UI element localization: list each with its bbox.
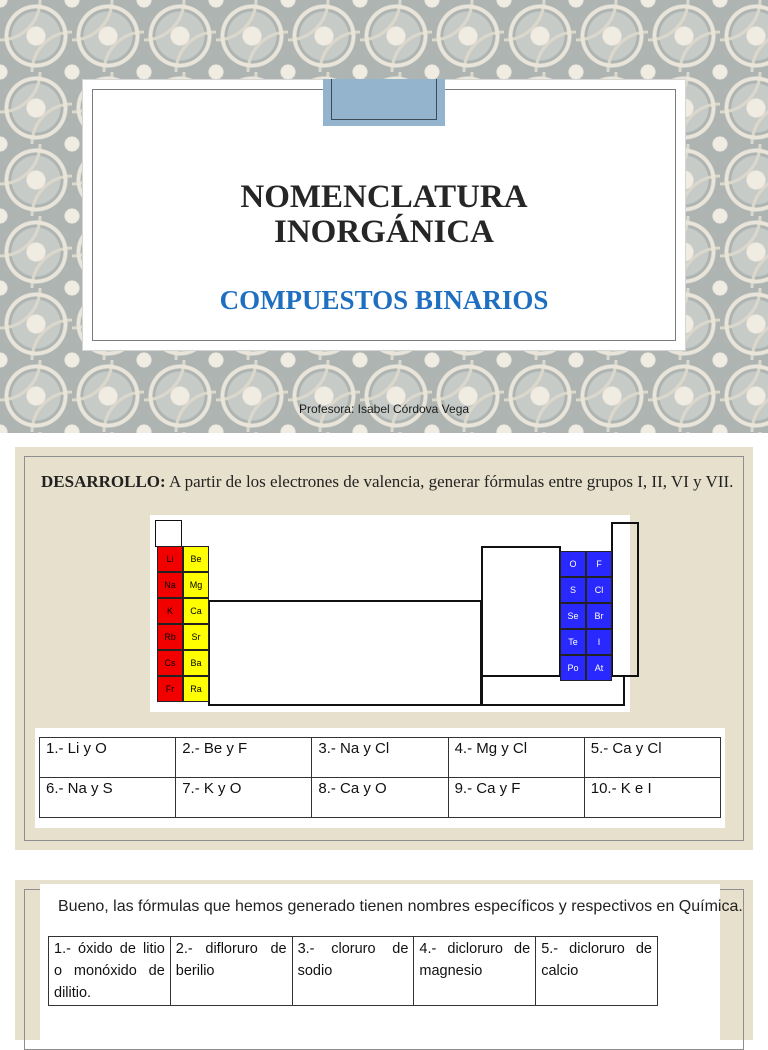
title-slide bbox=[0, 0, 768, 433]
transition-block bbox=[208, 600, 482, 706]
table-cell: 10.- K e I bbox=[584, 778, 720, 818]
noble-gas-column bbox=[611, 522, 639, 677]
names-slide bbox=[15, 880, 753, 1040]
names-table bbox=[48, 936, 658, 1006]
element-cell: Cs bbox=[157, 650, 183, 676]
table-row bbox=[40, 778, 721, 818]
table-row bbox=[40, 738, 721, 778]
element-cell: Be bbox=[183, 546, 209, 572]
table-cell: 3.- Na y Cl bbox=[312, 738, 448, 778]
exercise-table bbox=[35, 728, 725, 828]
element-cell: Li bbox=[157, 546, 183, 572]
element-cell: O bbox=[560, 551, 586, 577]
element-cell: S bbox=[560, 577, 586, 603]
table-cell: 8.- Ca y O bbox=[312, 778, 448, 818]
author-credit: Profesora: Isabel Córdova Vega bbox=[298, 402, 470, 416]
table-cell: 1.- óxido de litio o monóxido de dilitio. bbox=[49, 937, 171, 1006]
instruction-body: A partir de los electrones de valencia, generar fórmulas entre grupos I, II, VI y VII. bbox=[165, 472, 734, 491]
element-cell: Fr bbox=[157, 676, 183, 702]
table-row bbox=[49, 937, 658, 1006]
element-cell: Cl bbox=[586, 577, 612, 603]
exercise-slide bbox=[15, 447, 753, 850]
element-cell: Ca bbox=[183, 598, 209, 624]
title-line-2: INORGÁNICA bbox=[273, 214, 494, 250]
element-cell: Sr bbox=[183, 624, 209, 650]
element-cell: Br bbox=[586, 603, 612, 629]
element-cell: At bbox=[586, 655, 612, 681]
element-cell: I bbox=[586, 629, 612, 655]
table-cell: 6.- Na y S bbox=[40, 778, 176, 818]
main-title bbox=[83, 180, 685, 250]
element-cell: Te bbox=[560, 629, 586, 655]
table-cell: 5.- dicloruro de calcio bbox=[536, 937, 658, 1006]
element-cell: F bbox=[586, 551, 612, 577]
title-tab-decoration bbox=[323, 79, 445, 126]
element-cell: Ba bbox=[183, 650, 209, 676]
table-cell: 5.- Ca y Cl bbox=[584, 738, 720, 778]
element-cell: Rb bbox=[157, 624, 183, 650]
table-cell: 9.- Ca y F bbox=[448, 778, 584, 818]
table-cell: 1.- Li y O bbox=[40, 738, 176, 778]
element-cell: Ra bbox=[183, 676, 209, 702]
table-cell: 7.- K y O bbox=[176, 778, 312, 818]
element-cell: K bbox=[157, 598, 183, 624]
subtitle: COMPUESTOS BINARIOS bbox=[219, 285, 549, 315]
table-cell: 4.- Mg y Cl bbox=[448, 738, 584, 778]
title-line-1: NOMENCLATURA bbox=[240, 179, 528, 215]
table-cell: 2.- Be y F bbox=[176, 738, 312, 778]
element-cell: Na bbox=[157, 572, 183, 598]
names-intro-text: Bueno, las fórmulas que hemos generado tienen nombres específicos y respectivos en Química. bbox=[58, 898, 743, 915]
element-cell: Mg bbox=[183, 572, 209, 598]
element-cell: Po bbox=[560, 655, 586, 681]
periodic-table bbox=[150, 515, 630, 712]
table-cell: 4.- dicloruro de magnesio bbox=[414, 937, 536, 1006]
instruction-text bbox=[41, 471, 741, 492]
element-cell: Se bbox=[560, 603, 586, 629]
table-cell: 3.- cloruro de sodio bbox=[292, 937, 414, 1006]
hydrogen-box bbox=[155, 520, 182, 547]
instruction-label: DESARROLLO: bbox=[41, 472, 166, 491]
p-block-box bbox=[481, 546, 561, 677]
title-card bbox=[82, 79, 686, 351]
table-cell: 2.- difloruro de berilio bbox=[170, 937, 292, 1006]
